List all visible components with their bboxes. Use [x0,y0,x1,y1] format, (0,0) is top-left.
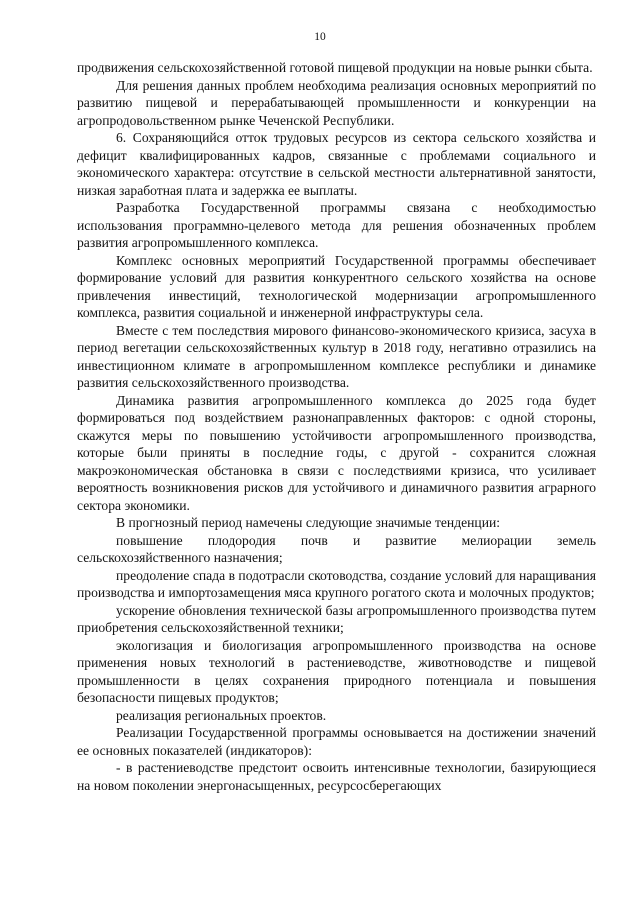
page-number: 10 [314,31,326,43]
paragraph-9: Реализации Государственной программы основывается на достижении значений ее основных показателей (индикаторов): [77,725,596,758]
document-body [77,59,596,794]
list-item-1: повышение плодородия почв и развитие мелиорации земель сельскохозяйственного назначения; [77,532,596,565]
paragraph-5: Комплекс основных мероприятий Государственной программы обеспечивает формирование условий для развития конкурентного сельского хозяйства на основе привлечения инвестиций, технологической модернизации агропромышленного комплекса, развития социальной и инженерной инфраструктуры села. [77,252,596,320]
paragraph-6: Вместе с тем последствия мирового финансово-экономического кризиса, засуха в период вегетации сельскохозяйственных культур в 2018 году, негативно отразились на инвестиционном климате в агропромышленном комплексе республики и динамике развития сельскохозяйственного производства. [77,322,596,390]
paragraph-4: Разработка Государственной программы связана с необходимостью использования программно-целевого метода для решения обозначенных проблем развития агропромышленного комплекса. [77,200,596,250]
paragraph-3: 6. Сохраняющийся отток трудовых ресурсов из сектора сельского хозяйства и дефицит квалифицированных кадров, связанные с проблемами социального и экономического характера: отсутствие в сельской местности альтернативной занятости, низкая заработная плата и задержка ее выплаты. [77,130,596,198]
list-item-3: ускорение обновления технической базы агропромышленного производства путем приобретения сельскохозяйственной техники; [77,602,596,635]
list-item-5: реализация региональных проектов. [116,707,327,723]
paragraph-7: Динамика развития агропромышленного комплекса до 2025 года будет формироваться под воздействием разнонаправленных факторов: с одной стороны, скажутся меры по повышению устойчивости агропромышленного производства, которые были приняты в последние годы, с другой - сохранится сложная макроэкономическая обстановка в связи с последствиями кризиса, что усиливает вероятность возникновения рисков для устойчивого и динамичного развития аграрного сектора экономики. [77,392,596,513]
paragraph-10: - в растениеводстве предстоит освоить интенсивные технологии, базирующиеся на новом поколении энергонасыщенных, ресурсосберегающих [77,760,596,793]
paragraph-2: Для решения данных проблем необходима реализация основных мероприятий по развитию пищевой и перерабатывающей промышленности и конкуренции на агропродовольственном рынке Чеченской Республики. [77,77,596,128]
list-item-2: преодоление спада в подотрасли скотоводства, создание условий для наращивания производства и импортозамещения мяса крупного рогатого скота и молочных продуктов; [77,567,596,600]
paragraph-1: продвижения сельскохозяйственной готовой пищевой продукции на новые рынки сбыта. [77,60,593,75]
list-item-4: экологизация и биологизация агропромышленного производства на основе применения новых технологий в растениеводстве, животноводстве и пищевой промышленности в целях сохранения природного потенциала и повышения безопасности пищевых продуктов; [77,637,596,705]
paragraph-8: В прогнозный период намечены следующие значимые тенденции: [116,515,501,530]
